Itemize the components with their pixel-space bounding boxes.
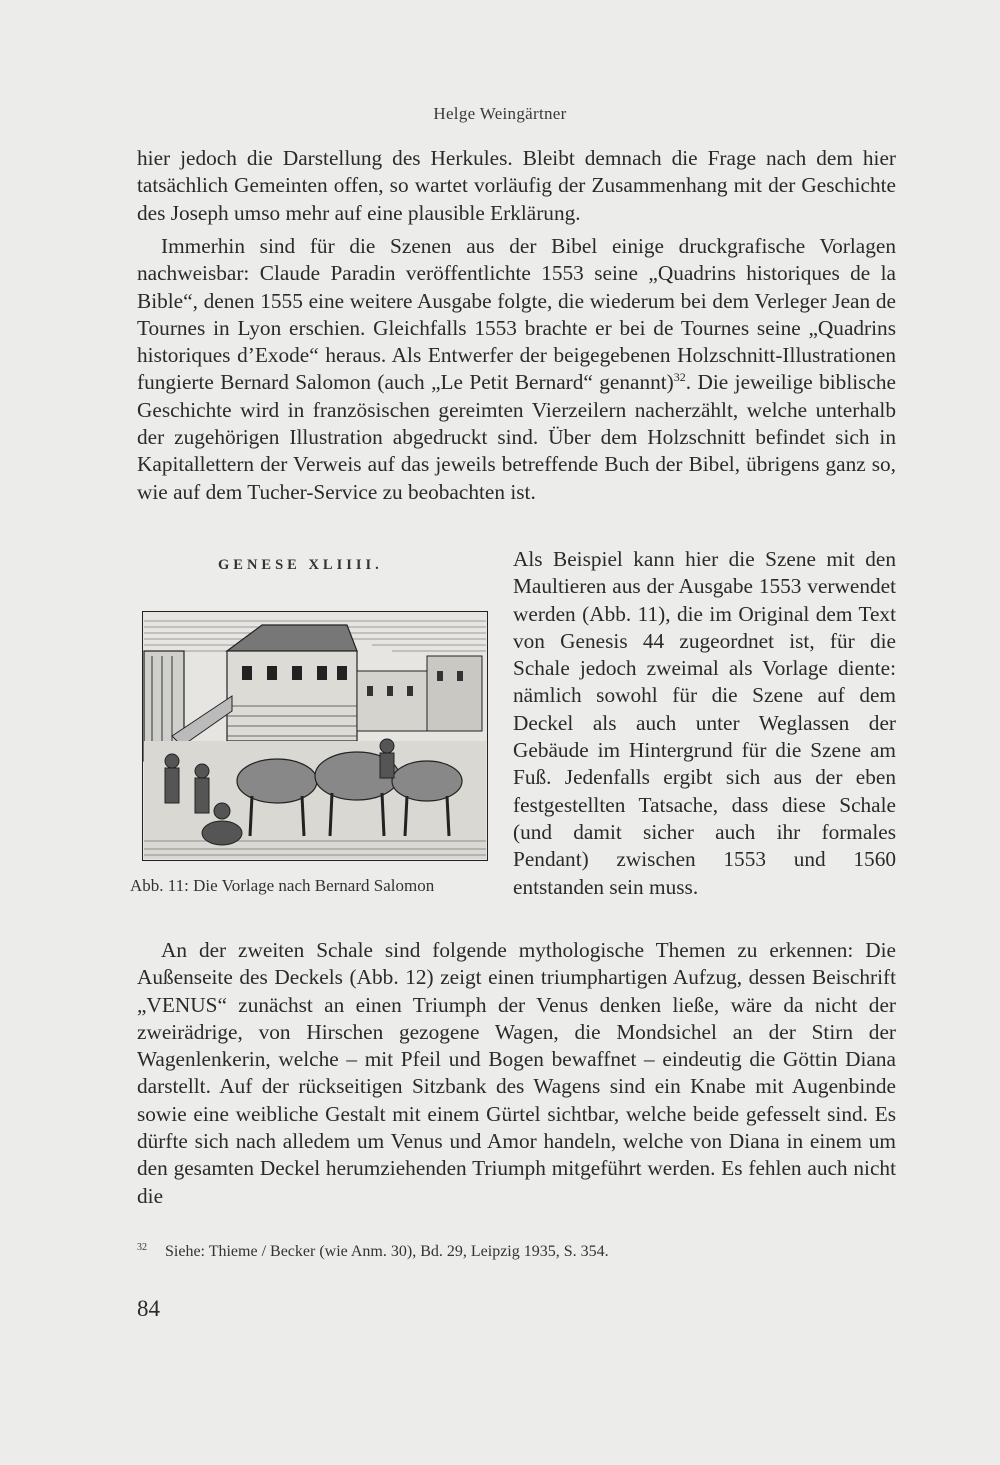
paragraph-2-part-a: Immerhin sind für die Szenen aus der Bibel einige druckgrafische Vorlagen nachweisbar: Claude Paradin veröffentlichte 1553 seine „Quadrins historiques de la Bible“, denen 1555 eine weitere Ausgabe folgte, die wiederum bei dem Verleger Jean de Tournes in Lyon erschien. Gleichfalls 1553 brachte er bei de Tournes seine „Quadrins historiques d’Exode“ heraus. Als Entwerfer der beigegebenen Holzschnitt-Illustrationen fungierte Bernard Salomon (auch „Le Petit Bernard“ genannt)	[137, 234, 896, 395]
running-head: Helge Weingärtner	[433, 104, 567, 123]
paragraph-2-text	[137, 233, 896, 506]
woodcut-illustration	[142, 611, 488, 861]
page-number: 84	[137, 1296, 160, 1321]
footnote-text: Siehe: Thieme / Becker (wie Anm. 30), Bd. 29, Leipzig 1935, S. 354.	[165, 1243, 609, 1261]
footnote-ref-32[interactable]: 32	[673, 370, 686, 385]
footnote-32	[137, 1242, 609, 1261]
paragraph-2	[137, 233, 896, 506]
figure-heading: GENESE XLIIII.	[218, 557, 383, 573]
figure-caption: Abb. 11: Die Vorlage nach Bernard Salomon	[130, 876, 435, 895]
paragraph-1	[137, 145, 896, 227]
paragraph-1-text: hier jedoch die Darstellung des Herkules. Bleibt demnach die Frage nach dem hier tatsächlich Gemeinten offen, so wartet vorläufig der Zusammenhang mit der Geschichte des Joseph umso mehr auf eine plausible Erklärung.	[137, 146, 896, 225]
paragraph-4-text: An der zweiten Schale sind folgende mythologische Themen zu erkennen: Die Außenseite des Deckels (Abb. 12) zeigt einen triumphartigen Aufzug, dessen Beischrift „VENUS“ zunächst an einen Triumph der Venus denken ließe, wäre da nicht der zweirädrige, von Hirschen gezogene Wagen, die Mondsichel an der Stirn der Wagenlenkerin, welche – mit Pfeil und Bogen bewaffnet – eindeutig die Göttin Diana darstellt. Auf der rückseitigen Sitzbank des Wagens sind ein Knabe mit Augenbinde sowie eine weibliche Gestalt mit einem Gürtel sichtbar, welche beide gefesselt sind. Es dürfte sich nach alledem um Venus und Amor handeln, welche von Diana in einem um den gesamten Deckel herumziehenden Triumph mitgeführt werden. Es fehlen auch nicht die	[137, 938, 896, 1208]
paragraph-2-part-b: . Die jeweilige biblische Geschichte wird in französischen gereimten Vierzeilern nacherzählt, welche unterhalb der zugehörigen Illustration abgedruckt sind. Über dem Holzschnitt befindet sich in Kapitallettern der Verweis auf das jeweils betreffende Buch der Bibel, übrigens ganz so, wie auf dem Tucher-Service zu beobachten ist.	[137, 370, 896, 504]
paragraph-4	[137, 937, 896, 1210]
paragraph-3-text: Als Beispiel kann hier die Szene mit den Maultieren aus der Ausgabe 1553 verwendet werden (Abb. 11), die im Original dem Text von Genesis 44 zugeordnet ist, für die Schale jedoch zweimal als Vorlage diente: nämlich sowohl für die Szene auf dem Deckel als auch unter Weglassen der Gebäude im Hintergrund für die Szene am Fuß. Jedenfalls ergibt sich aus der eben festgestellten Tatsache, dass diese Schale (und damit sicher auch ihr formales Pendant) zwischen 1553 und 1560 entstanden sein muss.	[513, 547, 896, 899]
footnote-number: 32	[137, 1242, 147, 1253]
paragraph-3	[513, 546, 896, 901]
